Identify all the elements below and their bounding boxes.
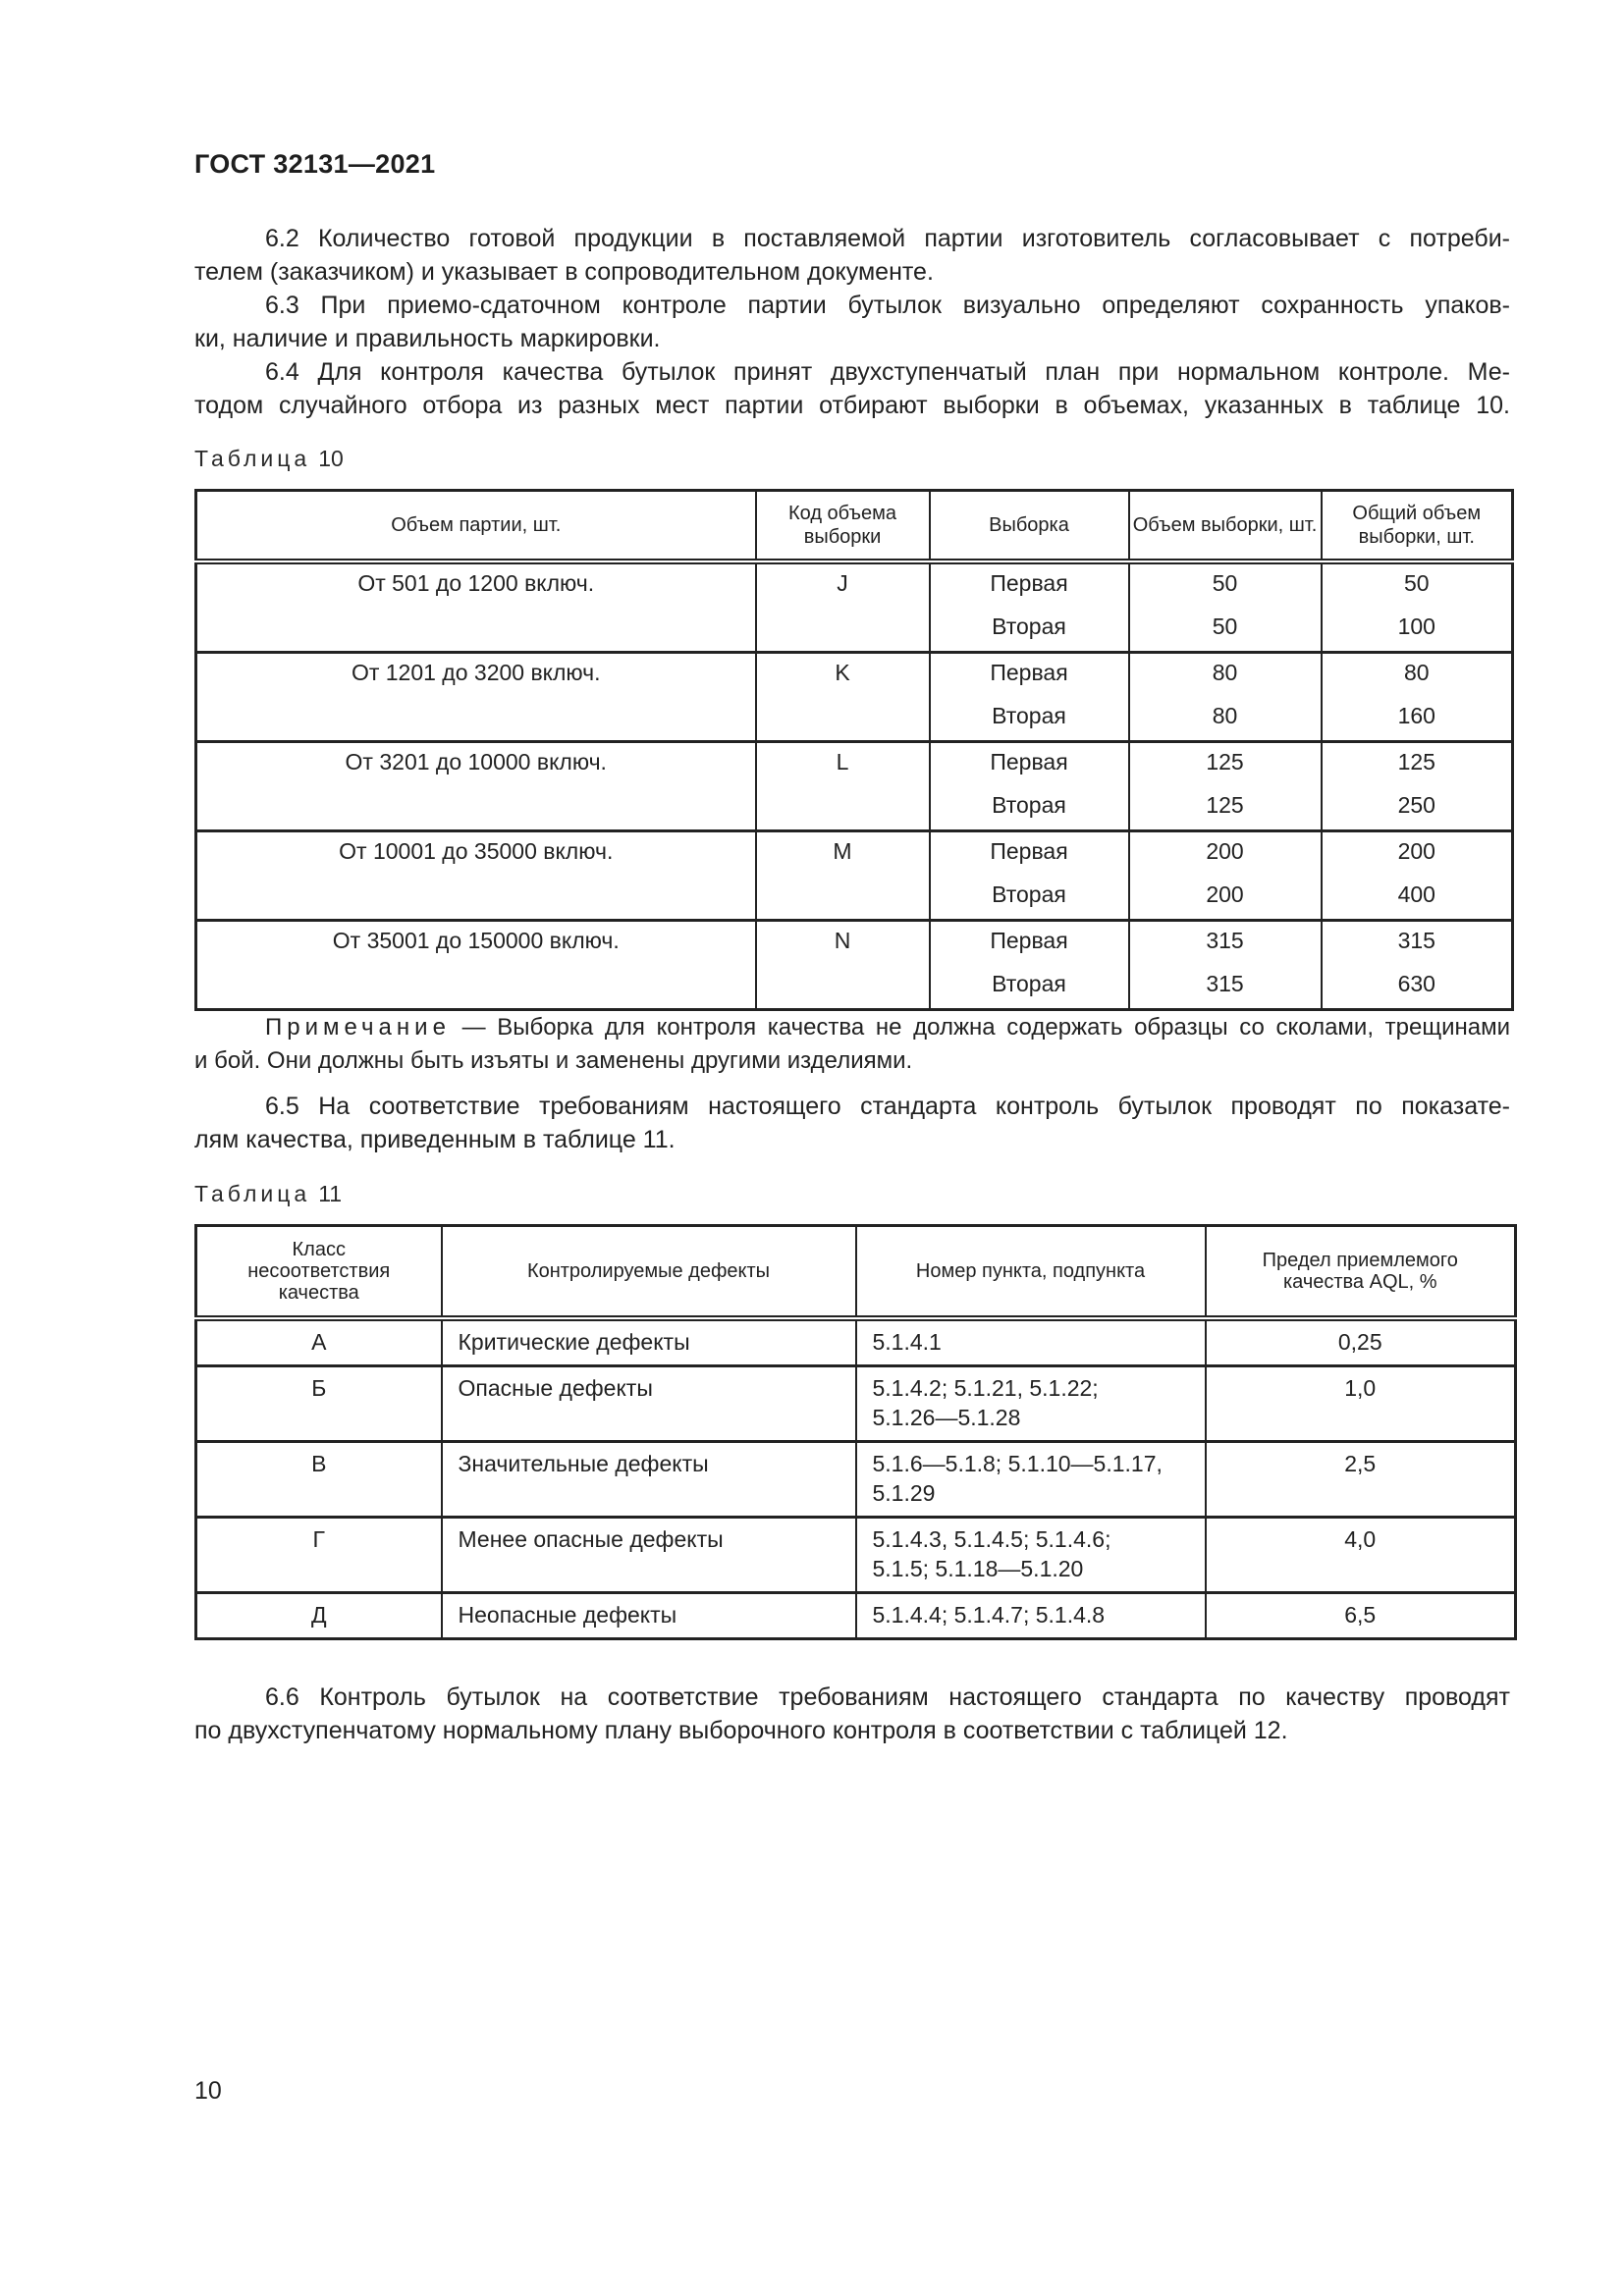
sample-size-cell: 125 xyxy=(1129,790,1322,831)
lot-size-cell: От 35001 до 150000 включ. xyxy=(196,921,756,1010)
total-sample-size-cell: 100 xyxy=(1322,612,1513,653)
defects-cell: Критические дефекты xyxy=(442,1318,856,1366)
nonconformity-class-cell: В xyxy=(196,1442,442,1518)
paragraph-line: 6.5 На соответствие требованиям настоящего стандарта контроль бутылок проводят по показате- xyxy=(265,1093,1510,1120)
paragraph-line: по двухступенчатому нормальному плану выборочного контроля в соответствии с таблицей 12. xyxy=(194,1717,1288,1744)
nonconformity-class-cell: Г xyxy=(196,1518,442,1593)
note-text: — Выборка для контроля качества не должна содержать образцы со сколами, трещинами xyxy=(461,1014,1510,1041)
clause-number-cell xyxy=(856,1318,1206,1366)
total-sample-size-cell: 400 xyxy=(1322,880,1513,921)
table-row xyxy=(196,1593,1516,1639)
total-sample-size-cell: 200 xyxy=(1322,831,1513,881)
sample-cell: Вторая xyxy=(930,701,1129,742)
total-sample-size-cell: 630 xyxy=(1322,969,1513,1010)
page-number: 10 xyxy=(194,2077,222,2105)
table-10 xyxy=(194,489,1514,1011)
sample-cell: Вторая xyxy=(930,880,1129,921)
clause-number-cell xyxy=(856,1518,1206,1593)
sample-size-cell: 50 xyxy=(1129,612,1322,653)
sample-cell: Первая xyxy=(930,561,1129,612)
clause-line: 5.1.4.1 xyxy=(872,1329,942,1355)
defects-cell: Неопасные дефекты xyxy=(442,1593,856,1639)
paragraph-line: телем (заказчиком) и указывает в сопроводительном документе. xyxy=(194,258,934,286)
aql-cell: 2,5 xyxy=(1206,1442,1516,1518)
paragraph-6-5 xyxy=(194,1090,1510,1156)
paragraph-6-3 xyxy=(194,289,1510,355)
lot-size-cell: От 501 до 1200 включ. xyxy=(196,561,756,653)
caption-word: Таблица xyxy=(194,446,311,471)
clause-number-cell xyxy=(856,1442,1206,1518)
paragraph-line: 6.2 Количество готовой продукции в поставляемой партии изготовитель согласовывает с потреби- xyxy=(265,225,1510,252)
header-lot-size: Объем партии, шт. xyxy=(196,491,756,562)
note-label: Примечание xyxy=(265,1014,451,1041)
table-10-note xyxy=(194,1011,1510,1078)
caption-number: 11 xyxy=(318,1181,343,1206)
header-sample: Выборка xyxy=(930,491,1129,562)
header-aql: Предел приемлемого качества AQL, % xyxy=(1206,1226,1516,1319)
lot-size-cell: От 1201 до 3200 включ. xyxy=(196,653,756,742)
paragraph-6-4 xyxy=(194,355,1510,422)
nonconformity-class-cell: Д xyxy=(196,1593,442,1639)
sample-cell: Вторая xyxy=(930,969,1129,1010)
header-clause-number: Номер пункта, подпункта xyxy=(856,1226,1206,1319)
sample-cell: Вторая xyxy=(930,612,1129,653)
paragraph-line: ки, наличие и правильность маркировки. xyxy=(194,325,661,352)
lot-size-cell: От 10001 до 35000 включ. xyxy=(196,831,756,921)
total-sample-size-cell: 160 xyxy=(1322,701,1513,742)
sample-cell: Первая xyxy=(930,831,1129,881)
table-row xyxy=(196,742,1513,791)
paragraph-line: лям качества, приведенным в таблице 11. xyxy=(194,1126,676,1153)
clause-line: 5.1.4.4; 5.1.4.7; 5.1.4.8 xyxy=(872,1602,1106,1628)
sample-cell: Первая xyxy=(930,921,1129,970)
sample-size-cell: 80 xyxy=(1129,701,1322,742)
sample-size-cell: 315 xyxy=(1129,921,1322,970)
aql-cell: 1,0 xyxy=(1206,1366,1516,1442)
aql-cell: 6,5 xyxy=(1206,1593,1516,1639)
note-text-line2: и бой. Они должны быть изъяты и заменены другими изделиями. xyxy=(194,1047,913,1074)
aql-cell: 4,0 xyxy=(1206,1518,1516,1593)
defects-cell: Значительные дефекты xyxy=(442,1442,856,1518)
paragraph-line: тодом случайного отбора из разных мест партии отбирают выборки в объемах, указанных в таблице 10. xyxy=(194,392,1510,419)
table-row xyxy=(196,1318,1516,1366)
sample-code-cell: J xyxy=(756,561,930,653)
total-sample-size-cell: 315 xyxy=(1322,921,1513,970)
table-row xyxy=(196,1442,1516,1518)
clause-number-cell xyxy=(856,1366,1206,1442)
sample-size-cell: 80 xyxy=(1129,653,1322,702)
sample-code-cell: K xyxy=(756,653,930,742)
defects-cell: Опасные дефекты xyxy=(442,1366,856,1442)
clause-line: 5.1.4.2; 5.1.21, 5.1.22; xyxy=(872,1375,1099,1401)
sample-size-cell: 50 xyxy=(1129,561,1322,612)
paragraph-6-6 xyxy=(194,1681,1510,1747)
nonconformity-class-cell: А xyxy=(196,1318,442,1366)
clause-line: 5.1.6—5.1.8; 5.1.10—5.1.17, xyxy=(872,1451,1163,1476)
table-header-row xyxy=(196,491,1513,562)
paragraph-line: 6.4 Для контроля качества бутылок принят двухступенчатый план при нормальном контроле. Ме- xyxy=(265,358,1510,386)
table-row xyxy=(196,1366,1516,1442)
clause-line: 5.1.26—5.1.28 xyxy=(872,1405,1021,1430)
sample-size-cell: 200 xyxy=(1129,831,1322,881)
clause-number-cell xyxy=(856,1593,1206,1639)
nonconformity-class-cell: Б xyxy=(196,1366,442,1442)
header-total-sample-size: Общий объем выборки, шт. xyxy=(1322,491,1513,562)
total-sample-size-cell: 125 xyxy=(1322,742,1513,791)
sample-code-cell: L xyxy=(756,742,930,831)
defects-cell: Менее опасные дефекты xyxy=(442,1518,856,1593)
clause-line: 5.1.4.3, 5.1.4.5; 5.1.4.6; xyxy=(872,1526,1111,1552)
table-row xyxy=(196,653,1513,702)
header-nonconformity-class: Класс несоответствия качества xyxy=(196,1226,442,1319)
paragraph-line: 6.6 Контроль бутылок на соответствие требованиям настоящего стандарта по качеству проводят xyxy=(265,1683,1510,1711)
sample-cell: Первая xyxy=(930,653,1129,702)
sample-size-cell: 200 xyxy=(1129,880,1322,921)
sample-size-cell: 315 xyxy=(1129,969,1322,1010)
caption-word: Таблица xyxy=(194,1181,311,1206)
table-header-row xyxy=(196,1226,1516,1319)
paragraph-6-2 xyxy=(194,222,1510,289)
sample-cell: Первая xyxy=(930,742,1129,791)
total-sample-size-cell: 50 xyxy=(1322,561,1513,612)
sample-code-cell: M xyxy=(756,831,930,921)
paragraph-line: 6.3 При приемо-сдаточном контроле партии бутылок визуально определяют сохранность упаков- xyxy=(265,292,1510,319)
lot-size-cell: От 3201 до 10000 включ. xyxy=(196,742,756,831)
total-sample-size-cell: 250 xyxy=(1322,790,1513,831)
clause-line: 5.1.29 xyxy=(872,1480,936,1506)
table-row xyxy=(196,1518,1516,1593)
table-row xyxy=(196,831,1513,881)
header-sample-code: Код объема выборки xyxy=(756,491,930,562)
header-controlled-defects: Контролируемые дефекты xyxy=(442,1226,856,1319)
aql-cell: 0,25 xyxy=(1206,1318,1516,1366)
sample-code-cell: N xyxy=(756,921,930,1010)
total-sample-size-cell: 80 xyxy=(1322,653,1513,702)
table-row xyxy=(196,921,1513,970)
sample-size-cell: 125 xyxy=(1129,742,1322,791)
header-sample-size: Объем выборки, шт. xyxy=(1129,491,1322,562)
table-row xyxy=(196,561,1513,612)
sample-cell: Вторая xyxy=(930,790,1129,831)
caption-number: 10 xyxy=(318,446,344,471)
table-11 xyxy=(194,1224,1517,1640)
clause-line: 5.1.5; 5.1.18—5.1.20 xyxy=(872,1556,1084,1581)
table-11-caption xyxy=(194,1181,342,1207)
table-10-caption xyxy=(194,446,344,472)
document-header: ГОСТ 32131—2021 xyxy=(194,149,436,179)
